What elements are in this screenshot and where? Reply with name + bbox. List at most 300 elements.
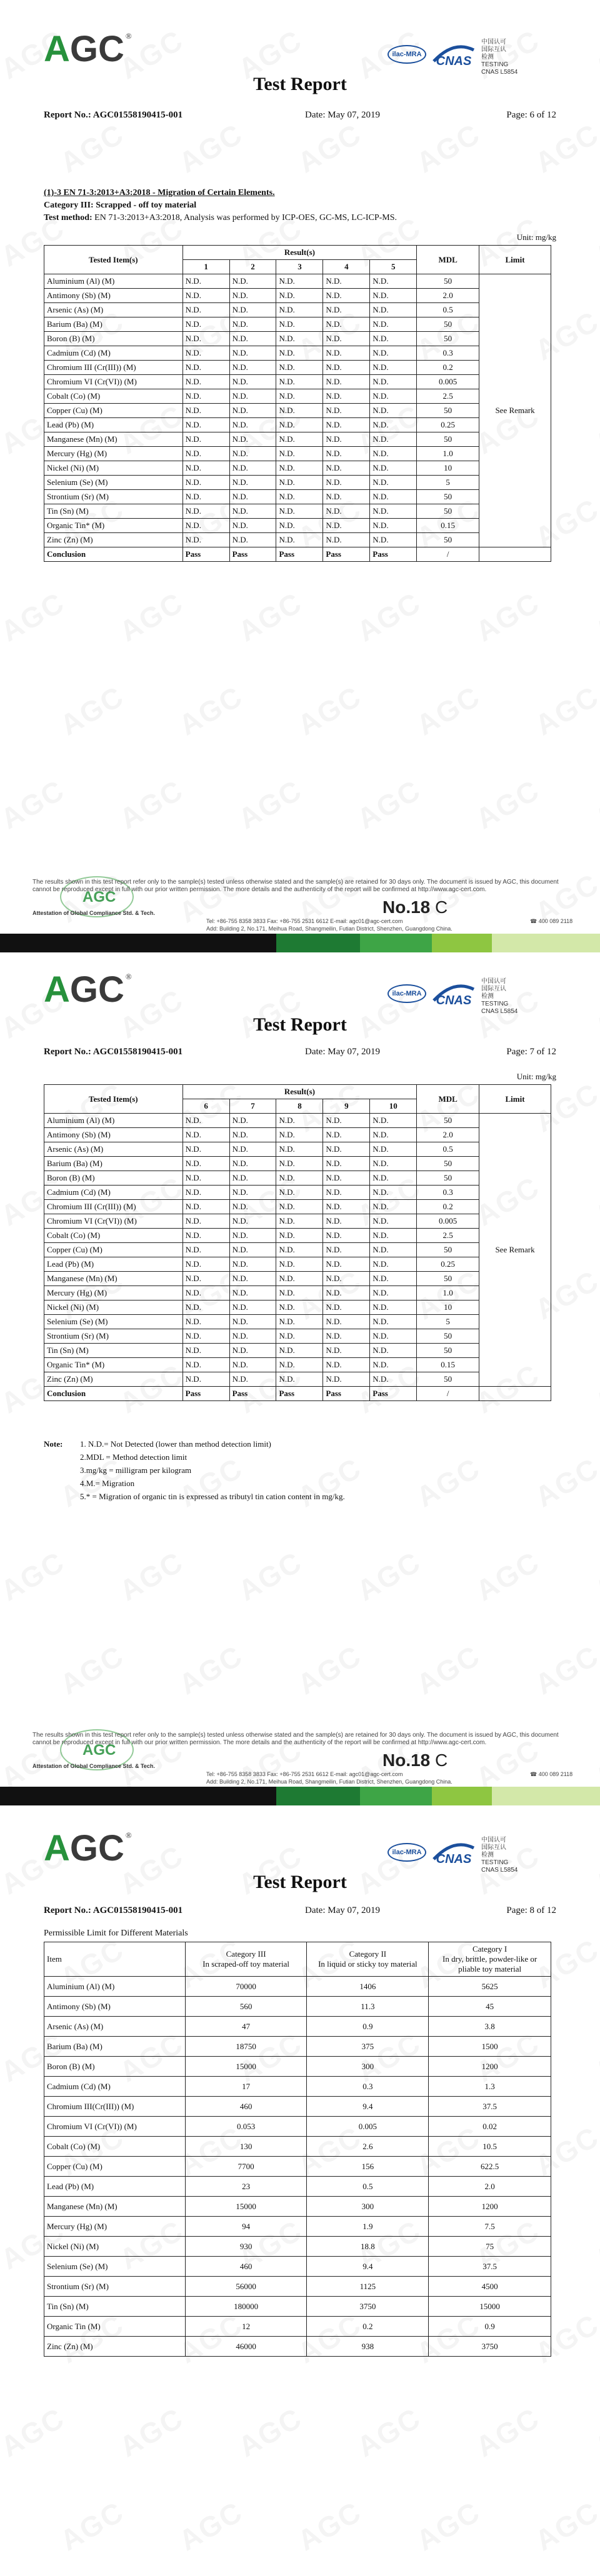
result-cell: N.D. bbox=[323, 476, 370, 490]
agc-watermark bbox=[589, 2214, 600, 2277]
notes-block bbox=[44, 1437, 551, 1512]
report-date: Date: May 07, 2019 bbox=[305, 1905, 380, 1915]
result-cell: N.D. bbox=[370, 404, 417, 418]
agc-watermark bbox=[589, 586, 600, 649]
limit-value-c1: 4500 bbox=[429, 2277, 551, 2297]
result-cell: N.D. bbox=[370, 274, 417, 289]
mdl-cell: 0.3 bbox=[417, 346, 479, 361]
footer-color-bar bbox=[0, 1787, 600, 1805]
agc-watermark bbox=[589, 1170, 600, 1233]
limit-value-c1: 5625 bbox=[429, 1977, 551, 1997]
permissible-limits-table bbox=[44, 1942, 551, 2357]
mdl-cell: 10 bbox=[417, 461, 479, 476]
limit-value-c2: 0.3 bbox=[307, 2077, 429, 2097]
result-cell: N.D. bbox=[323, 1157, 370, 1171]
table-row bbox=[44, 1272, 551, 1286]
table-row bbox=[44, 1997, 551, 2017]
limit-item: Tin (Sn) (M) bbox=[44, 2297, 186, 2317]
result-cell: N.D. bbox=[276, 1358, 323, 1372]
result-cell: N.D. bbox=[323, 361, 370, 375]
result-cell: N.D. bbox=[229, 346, 276, 361]
sample-col-9: 9 bbox=[323, 1099, 370, 1114]
result-cell: N.D. bbox=[276, 1272, 323, 1286]
table-row bbox=[44, 1186, 551, 1200]
hotline: ☎ 400 089 2118 bbox=[530, 1771, 573, 1777]
agc-watermark bbox=[232, 586, 308, 649]
agc-watermark bbox=[351, 2401, 427, 2464]
note-item: 2.MDL = Method detection limit bbox=[80, 1452, 188, 1462]
limit-value-c1: 1.3 bbox=[429, 2077, 551, 2097]
result-cell: N.D. bbox=[229, 1329, 276, 1344]
result-cell: N.D. bbox=[276, 519, 323, 533]
report-page-6 bbox=[0, 0, 600, 959]
agc-watermark bbox=[470, 586, 546, 649]
result-cell: N.D. bbox=[370, 1286, 417, 1300]
result-cell: N.D. bbox=[182, 519, 229, 533]
table-row bbox=[44, 2197, 551, 2217]
table-row bbox=[44, 1300, 551, 1315]
results-body bbox=[44, 274, 551, 562]
result-cell: N.D. bbox=[229, 519, 276, 533]
table-row bbox=[44, 317, 551, 332]
result-cell: N.D. bbox=[229, 1114, 276, 1128]
mdl-cell: 50 bbox=[417, 504, 479, 519]
report-number: Report No.: AGC01558190415-001 bbox=[44, 1047, 183, 1057]
result-cell: N.D. bbox=[182, 1214, 229, 1229]
phone-icon: ☎ bbox=[530, 1771, 539, 1777]
result-cell: N.D. bbox=[323, 404, 370, 418]
result-cell: N.D. bbox=[229, 1171, 276, 1186]
limit-value-c1: 1200 bbox=[429, 2197, 551, 2217]
mdl-cell: 0.005 bbox=[417, 375, 479, 389]
agc-watermark bbox=[470, 773, 546, 836]
result-cell: N.D. bbox=[323, 289, 370, 303]
tested-item: Chromium III (Cr(III)) (M) bbox=[44, 361, 183, 375]
agc-watermark bbox=[114, 2401, 189, 2464]
table-row bbox=[44, 404, 551, 418]
tested-item: Mercury (Hg) (M) bbox=[44, 1286, 183, 1300]
result-cell: N.D. bbox=[323, 1171, 370, 1186]
table-row bbox=[44, 389, 551, 404]
table-row bbox=[44, 2177, 551, 2197]
result-cell: N.D. bbox=[276, 461, 323, 476]
result-cell: N.D. bbox=[323, 1344, 370, 1358]
result-cell: N.D. bbox=[276, 1214, 323, 1229]
result-cell: N.D. bbox=[182, 389, 229, 404]
result-cell: N.D. bbox=[276, 533, 323, 547]
mdl-cell: 50 bbox=[417, 404, 479, 418]
limit-value-c2: 156 bbox=[307, 2157, 429, 2177]
limit-value-c2: 1125 bbox=[307, 2277, 429, 2297]
table-row bbox=[44, 2057, 551, 2077]
conclusion-cell: Pass bbox=[323, 1387, 370, 1401]
tested-item: Chromium III (Cr(III)) (M) bbox=[44, 1200, 183, 1214]
agc-logo: A GC ® bbox=[44, 1828, 132, 1869]
mdl-cell: 0.25 bbox=[417, 418, 479, 432]
result-cell: N.D. bbox=[182, 418, 229, 432]
result-cell: N.D. bbox=[370, 504, 417, 519]
result-cell: N.D. bbox=[370, 533, 417, 547]
conclusion-mdl: / bbox=[417, 1387, 479, 1401]
result-cell: N.D. bbox=[229, 1186, 276, 1200]
phone-icon: ☎ bbox=[530, 918, 539, 924]
result-cell: N.D. bbox=[276, 404, 323, 418]
result-cell: N.D. bbox=[276, 303, 323, 317]
page-number: Page: 8 of 12 bbox=[506, 1905, 556, 1915]
result-cell: N.D. bbox=[229, 490, 276, 504]
table-row bbox=[44, 303, 551, 317]
result-cell: N.D. bbox=[276, 375, 323, 389]
result-cell: N.D. bbox=[182, 1272, 229, 1286]
table-row bbox=[44, 476, 551, 490]
limit-value-c3: 15000 bbox=[185, 2197, 307, 2217]
limit-value-c2: 0.5 bbox=[307, 2177, 429, 2197]
page-title: Test Report bbox=[253, 74, 347, 94]
limit-value-c2: 300 bbox=[307, 2197, 429, 2217]
limit-value-c2: 300 bbox=[307, 2057, 429, 2077]
result-cell: N.D. bbox=[276, 1257, 323, 1272]
result-cell: N.D. bbox=[276, 1300, 323, 1315]
page-number: Page: 7 of 12 bbox=[506, 1047, 556, 1057]
limit-value-c1: 2.0 bbox=[429, 2177, 551, 2197]
result-cell: N.D. bbox=[276, 274, 323, 289]
limit-value-c2: 18.8 bbox=[307, 2237, 429, 2257]
result-cell: N.D. bbox=[182, 1157, 229, 1171]
table-row bbox=[44, 1214, 551, 1229]
result-cell: N.D. bbox=[276, 432, 323, 447]
limit-value-c3: 70000 bbox=[185, 1977, 307, 1997]
table-row bbox=[44, 332, 551, 346]
col-tested-items: Tested Item(s) bbox=[44, 246, 183, 274]
result-cell: N.D. bbox=[370, 1200, 417, 1214]
result-cell: N.D. bbox=[370, 1329, 417, 1344]
result-cell: N.D. bbox=[182, 1300, 229, 1315]
limit-value-c3: 94 bbox=[185, 2217, 307, 2237]
agc-logo: A GC ® bbox=[44, 29, 132, 69]
limit-value-c2: 11.3 bbox=[307, 1997, 429, 2017]
result-cell: N.D. bbox=[229, 317, 276, 332]
result-cell: N.D. bbox=[229, 389, 276, 404]
agc-watermark bbox=[0, 586, 70, 649]
limit-item: Lead (Pb) (M) bbox=[44, 2177, 186, 2197]
tested-item: Lead (Pb) (M) bbox=[44, 1257, 183, 1272]
limit-remark: See Remark bbox=[479, 274, 551, 547]
result-cell: N.D. bbox=[182, 1142, 229, 1157]
result-cell: N.D. bbox=[229, 1157, 276, 1171]
agc-watermark bbox=[411, 679, 486, 742]
unit-label: Unit: mg/kg bbox=[516, 232, 556, 242]
tested-item: Barium (Ba) (M) bbox=[44, 317, 183, 332]
footer-attestation: Attestation of Global Compliance Std. & Tech. bbox=[32, 910, 155, 916]
agc-watermark bbox=[589, 2026, 600, 2089]
limit-value-c1: 1500 bbox=[429, 2037, 551, 2057]
limit-value-c3: 460 bbox=[185, 2257, 307, 2277]
result-cell: N.D. bbox=[323, 274, 370, 289]
table-row bbox=[44, 2257, 551, 2277]
mdl-cell: 50 bbox=[417, 274, 479, 289]
result-cell: N.D. bbox=[182, 1128, 229, 1142]
cnas-text: 中国认可 国际互认 检测 TESTING CNAS L5854 bbox=[481, 39, 518, 76]
report-number: Report No.: AGC01558190415-001 bbox=[44, 110, 183, 120]
table-row bbox=[44, 2297, 551, 2317]
result-cell: N.D. bbox=[182, 1358, 229, 1372]
agc-watermark bbox=[54, 2495, 130, 2558]
result-cell: N.D. bbox=[229, 289, 276, 303]
col-results: Result(s) bbox=[182, 1085, 417, 1099]
agc-watermark bbox=[292, 2495, 368, 2558]
col-category-i: Category I In dry, brittle, powder-like or pliable toy material bbox=[429, 1942, 551, 1977]
result-cell: N.D. bbox=[370, 418, 417, 432]
result-cell: N.D. bbox=[276, 1171, 323, 1186]
svg-text:CNAS: CNAS bbox=[436, 994, 472, 1007]
col-item: Item bbox=[44, 1942, 186, 1977]
limit-value-c3: 130 bbox=[185, 2137, 307, 2157]
result-cell: N.D. bbox=[323, 1329, 370, 1344]
result-cell: N.D. bbox=[229, 303, 276, 317]
agc-watermark bbox=[173, 679, 249, 742]
tested-item: Aluminium (Al) (M) bbox=[44, 274, 183, 289]
table-row bbox=[44, 1372, 551, 1387]
sample-col-4: 4 bbox=[323, 260, 370, 274]
conclusion-label: Conclusion bbox=[44, 547, 183, 562]
tested-item: Nickel (Ni) (M) bbox=[44, 1300, 183, 1315]
result-cell: N.D. bbox=[323, 1114, 370, 1128]
agc-watermark bbox=[54, 1639, 130, 1702]
mdl-cell: 2.5 bbox=[417, 1229, 479, 1243]
mdl-cell: 0.5 bbox=[417, 303, 479, 317]
result-cell: N.D. bbox=[370, 461, 417, 476]
tested-item: Chromium VI (Cr(VI)) (M) bbox=[44, 375, 183, 389]
tested-item: Lead (Pb) (M) bbox=[44, 418, 183, 432]
limit-value-c1: 10.5 bbox=[429, 2137, 551, 2157]
conclusion-limit bbox=[479, 1387, 551, 1401]
mdl-cell: 0.3 bbox=[417, 1186, 479, 1200]
agc-watermark bbox=[529, 679, 600, 742]
limit-value-c1: 1200 bbox=[429, 2057, 551, 2077]
report-page-8 bbox=[0, 1815, 600, 2576]
result-cell: N.D. bbox=[370, 303, 417, 317]
limit-item: Cobalt (Co) (M) bbox=[44, 2137, 186, 2157]
agc-watermark bbox=[589, 1357, 600, 1420]
svg-text:CNAS: CNAS bbox=[436, 1852, 472, 1866]
result-cell: N.D. bbox=[323, 1128, 370, 1142]
limit-value-c3: 56000 bbox=[185, 2277, 307, 2297]
result-cell: N.D. bbox=[182, 303, 229, 317]
col-mdl: MDL bbox=[417, 246, 479, 274]
table-row bbox=[44, 274, 551, 289]
form-number: No.18 C bbox=[382, 897, 448, 917]
tested-item: Manganese (Mn) (M) bbox=[44, 432, 183, 447]
mdl-cell: 50 bbox=[417, 1243, 479, 1257]
result-cell: N.D. bbox=[182, 1286, 229, 1300]
result-cell: N.D. bbox=[323, 1286, 370, 1300]
result-cell: N.D. bbox=[182, 1257, 229, 1272]
tested-item: Selenium (Se) (M) bbox=[44, 476, 183, 490]
result-cell: N.D. bbox=[323, 1142, 370, 1157]
sample-col-2: 2 bbox=[229, 260, 276, 274]
hotline: ☎ 400 089 2118 bbox=[530, 918, 573, 924]
ilac-mra-logo: ilac-MRA bbox=[388, 1843, 426, 1862]
result-cell: N.D. bbox=[370, 361, 417, 375]
result-cell: N.D. bbox=[182, 461, 229, 476]
result-cell: N.D. bbox=[370, 1300, 417, 1315]
limit-value-c3: 460 bbox=[185, 2097, 307, 2117]
result-cell: N.D. bbox=[276, 1344, 323, 1358]
results-table-2 bbox=[44, 1084, 551, 1401]
conclusion-cell: Pass bbox=[370, 547, 417, 562]
result-cell: N.D. bbox=[276, 361, 323, 375]
result-cell: N.D. bbox=[323, 504, 370, 519]
result-cell: N.D. bbox=[370, 519, 417, 533]
mdl-cell: 50 bbox=[417, 1114, 479, 1128]
limit-value-c3: 46000 bbox=[185, 2337, 307, 2357]
mdl-cell: 50 bbox=[417, 1344, 479, 1358]
table-row bbox=[44, 504, 551, 519]
cnas-text: 中国认可 国际互认 检测 TESTING CNAS L5854 bbox=[481, 978, 518, 1015]
table-row bbox=[44, 2277, 551, 2297]
limit-value-c3: 7700 bbox=[185, 2157, 307, 2177]
table-row bbox=[44, 2077, 551, 2097]
limit-value-c2: 1406 bbox=[307, 1977, 429, 1997]
result-cell: N.D. bbox=[370, 289, 417, 303]
limit-value-c2: 9.4 bbox=[307, 2097, 429, 2117]
sample-col-1: 1 bbox=[182, 260, 229, 274]
footer-disclaimer: The results shown in this test report refer only to the sample(s) tested unless otherwise stated and the sample(s) are retained for 30 days only. The document is issued by AGC, this document cannot be reproduced except in full with our prior written permission. The more details and the authenticity of the report will be confirmed at http://www.agc-cert.com. bbox=[32, 1732, 559, 1746]
limit-value-c1: 37.5 bbox=[429, 2257, 551, 2277]
cnas-text: 中国认可 国际互认 检测 TESTING CNAS L5854 bbox=[481, 1837, 518, 1874]
tested-item: Nickel (Ni) (M) bbox=[44, 461, 183, 476]
result-cell: N.D. bbox=[229, 1229, 276, 1243]
tested-item: Boron (B) (M) bbox=[44, 1171, 183, 1186]
limit-value-c1: 37.5 bbox=[429, 2097, 551, 2117]
result-cell: N.D. bbox=[370, 476, 417, 490]
table-row bbox=[44, 289, 551, 303]
tested-item: Strontium (Sr) (M) bbox=[44, 490, 183, 504]
result-cell: N.D. bbox=[323, 1214, 370, 1229]
limit-item: Mercury (Hg) (M) bbox=[44, 2217, 186, 2237]
result-cell: N.D. bbox=[370, 1257, 417, 1272]
result-cell: N.D. bbox=[276, 1186, 323, 1200]
result-cell: N.D. bbox=[229, 1286, 276, 1300]
result-cell: N.D. bbox=[182, 533, 229, 547]
tested-item: Organic Tin* (M) bbox=[44, 1358, 183, 1372]
limit-value-c2: 0.005 bbox=[307, 2117, 429, 2137]
result-cell: N.D. bbox=[182, 1114, 229, 1128]
result-cell: N.D. bbox=[276, 289, 323, 303]
report-number: Report No.: AGC01558190415-001 bbox=[44, 1905, 183, 1915]
table-row bbox=[44, 2237, 551, 2257]
limit-value-c2: 9.4 bbox=[307, 2257, 429, 2277]
result-cell: N.D. bbox=[276, 332, 323, 346]
agc-watermark bbox=[114, 586, 189, 649]
conclusion-label: Conclusion bbox=[44, 1387, 183, 1401]
result-cell: N.D. bbox=[276, 1229, 323, 1243]
result-cell: N.D. bbox=[229, 432, 276, 447]
table-row bbox=[44, 2017, 551, 2037]
cnas-logo bbox=[430, 1835, 478, 1868]
agc-watermark bbox=[411, 1639, 486, 1702]
limit-value-c1: 0.9 bbox=[429, 2317, 551, 2337]
table-row bbox=[44, 1171, 551, 1186]
limit-value-c1: 0.02 bbox=[429, 2117, 551, 2137]
mdl-cell: 1.0 bbox=[417, 1286, 479, 1300]
result-cell: N.D. bbox=[276, 418, 323, 432]
tested-item: Antimony (Sb) (M) bbox=[44, 289, 183, 303]
agc-watermark bbox=[0, 773, 70, 836]
result-cell: N.D. bbox=[370, 1372, 417, 1387]
tested-item: Tin (Sn) (M) bbox=[44, 1344, 183, 1358]
mdl-cell: 1.0 bbox=[417, 447, 479, 461]
mdl-cell: 50 bbox=[417, 533, 479, 547]
result-cell: N.D. bbox=[370, 1157, 417, 1171]
sample-col-6: 6 bbox=[182, 1099, 229, 1114]
agc-watermark bbox=[589, 398, 600, 461]
test-method: Test method: EN 71-3:2013+A3:2018, Analysis was performed by ICP-OES, GC-MS, LC-ICP-MS. bbox=[44, 213, 398, 222]
table-row bbox=[44, 1329, 551, 1344]
agc-watermark bbox=[54, 679, 130, 742]
mdl-cell: 50 bbox=[417, 317, 479, 332]
limit-value-c3: 930 bbox=[185, 2237, 307, 2257]
result-cell: N.D. bbox=[323, 1272, 370, 1286]
agc-watermark bbox=[351, 1545, 427, 1608]
mdl-cell: 0.2 bbox=[417, 361, 479, 375]
category-heading: Category III: Scrapped - off toy material bbox=[44, 201, 197, 210]
limit-value-c2: 0.2 bbox=[307, 2317, 429, 2337]
result-cell: N.D. bbox=[182, 361, 229, 375]
table-row bbox=[44, 1315, 551, 1329]
result-cell: N.D. bbox=[323, 1186, 370, 1200]
limit-value-c1: 15000 bbox=[429, 2297, 551, 2317]
limit-value-c3: 560 bbox=[185, 1997, 307, 2017]
result-cell: N.D. bbox=[182, 432, 229, 447]
note-item: 4.M.= Migration bbox=[80, 1479, 135, 1488]
limit-value-c2: 1.9 bbox=[307, 2217, 429, 2237]
result-cell: N.D. bbox=[229, 418, 276, 432]
result-cell: N.D. bbox=[370, 1114, 417, 1128]
agc-watermark bbox=[232, 1545, 308, 1608]
agc-watermark bbox=[589, 1545, 600, 1608]
table-row bbox=[44, 461, 551, 476]
tested-item: Tin (Sn) (M) bbox=[44, 504, 183, 519]
tested-item: Strontium (Sr) (M) bbox=[44, 1329, 183, 1344]
result-cell: N.D. bbox=[182, 332, 229, 346]
limit-value-c3: 17 bbox=[185, 2077, 307, 2097]
agc-watermark bbox=[529, 2495, 600, 2558]
mdl-cell: 2.0 bbox=[417, 289, 479, 303]
result-cell: N.D. bbox=[370, 1142, 417, 1157]
conclusion-cell: Pass bbox=[229, 1387, 276, 1401]
table-row bbox=[44, 2217, 551, 2237]
result-cell: N.D. bbox=[229, 1372, 276, 1387]
mdl-cell: 2.0 bbox=[417, 1128, 479, 1142]
tested-item: Selenium (Se) (M) bbox=[44, 1315, 183, 1329]
sample-col-5: 5 bbox=[370, 260, 417, 274]
result-cell: N.D. bbox=[229, 447, 276, 461]
limit-item: Cadmium (Cd) (M) bbox=[44, 2077, 186, 2097]
sample-col-7: 7 bbox=[229, 1099, 276, 1114]
agc-watermark bbox=[173, 2495, 249, 2558]
result-cell: N.D. bbox=[370, 389, 417, 404]
mdl-cell: 50 bbox=[417, 1157, 479, 1171]
result-cell: N.D. bbox=[182, 317, 229, 332]
conclusion-cell: Pass bbox=[182, 1387, 229, 1401]
result-cell: N.D. bbox=[276, 1128, 323, 1142]
table-row bbox=[44, 2097, 551, 2117]
agc-watermark bbox=[114, 773, 189, 836]
limit-item: Manganese (Mn) (M) bbox=[44, 2197, 186, 2217]
cnas-logo bbox=[430, 977, 478, 1009]
agc-watermark bbox=[470, 2401, 546, 2464]
